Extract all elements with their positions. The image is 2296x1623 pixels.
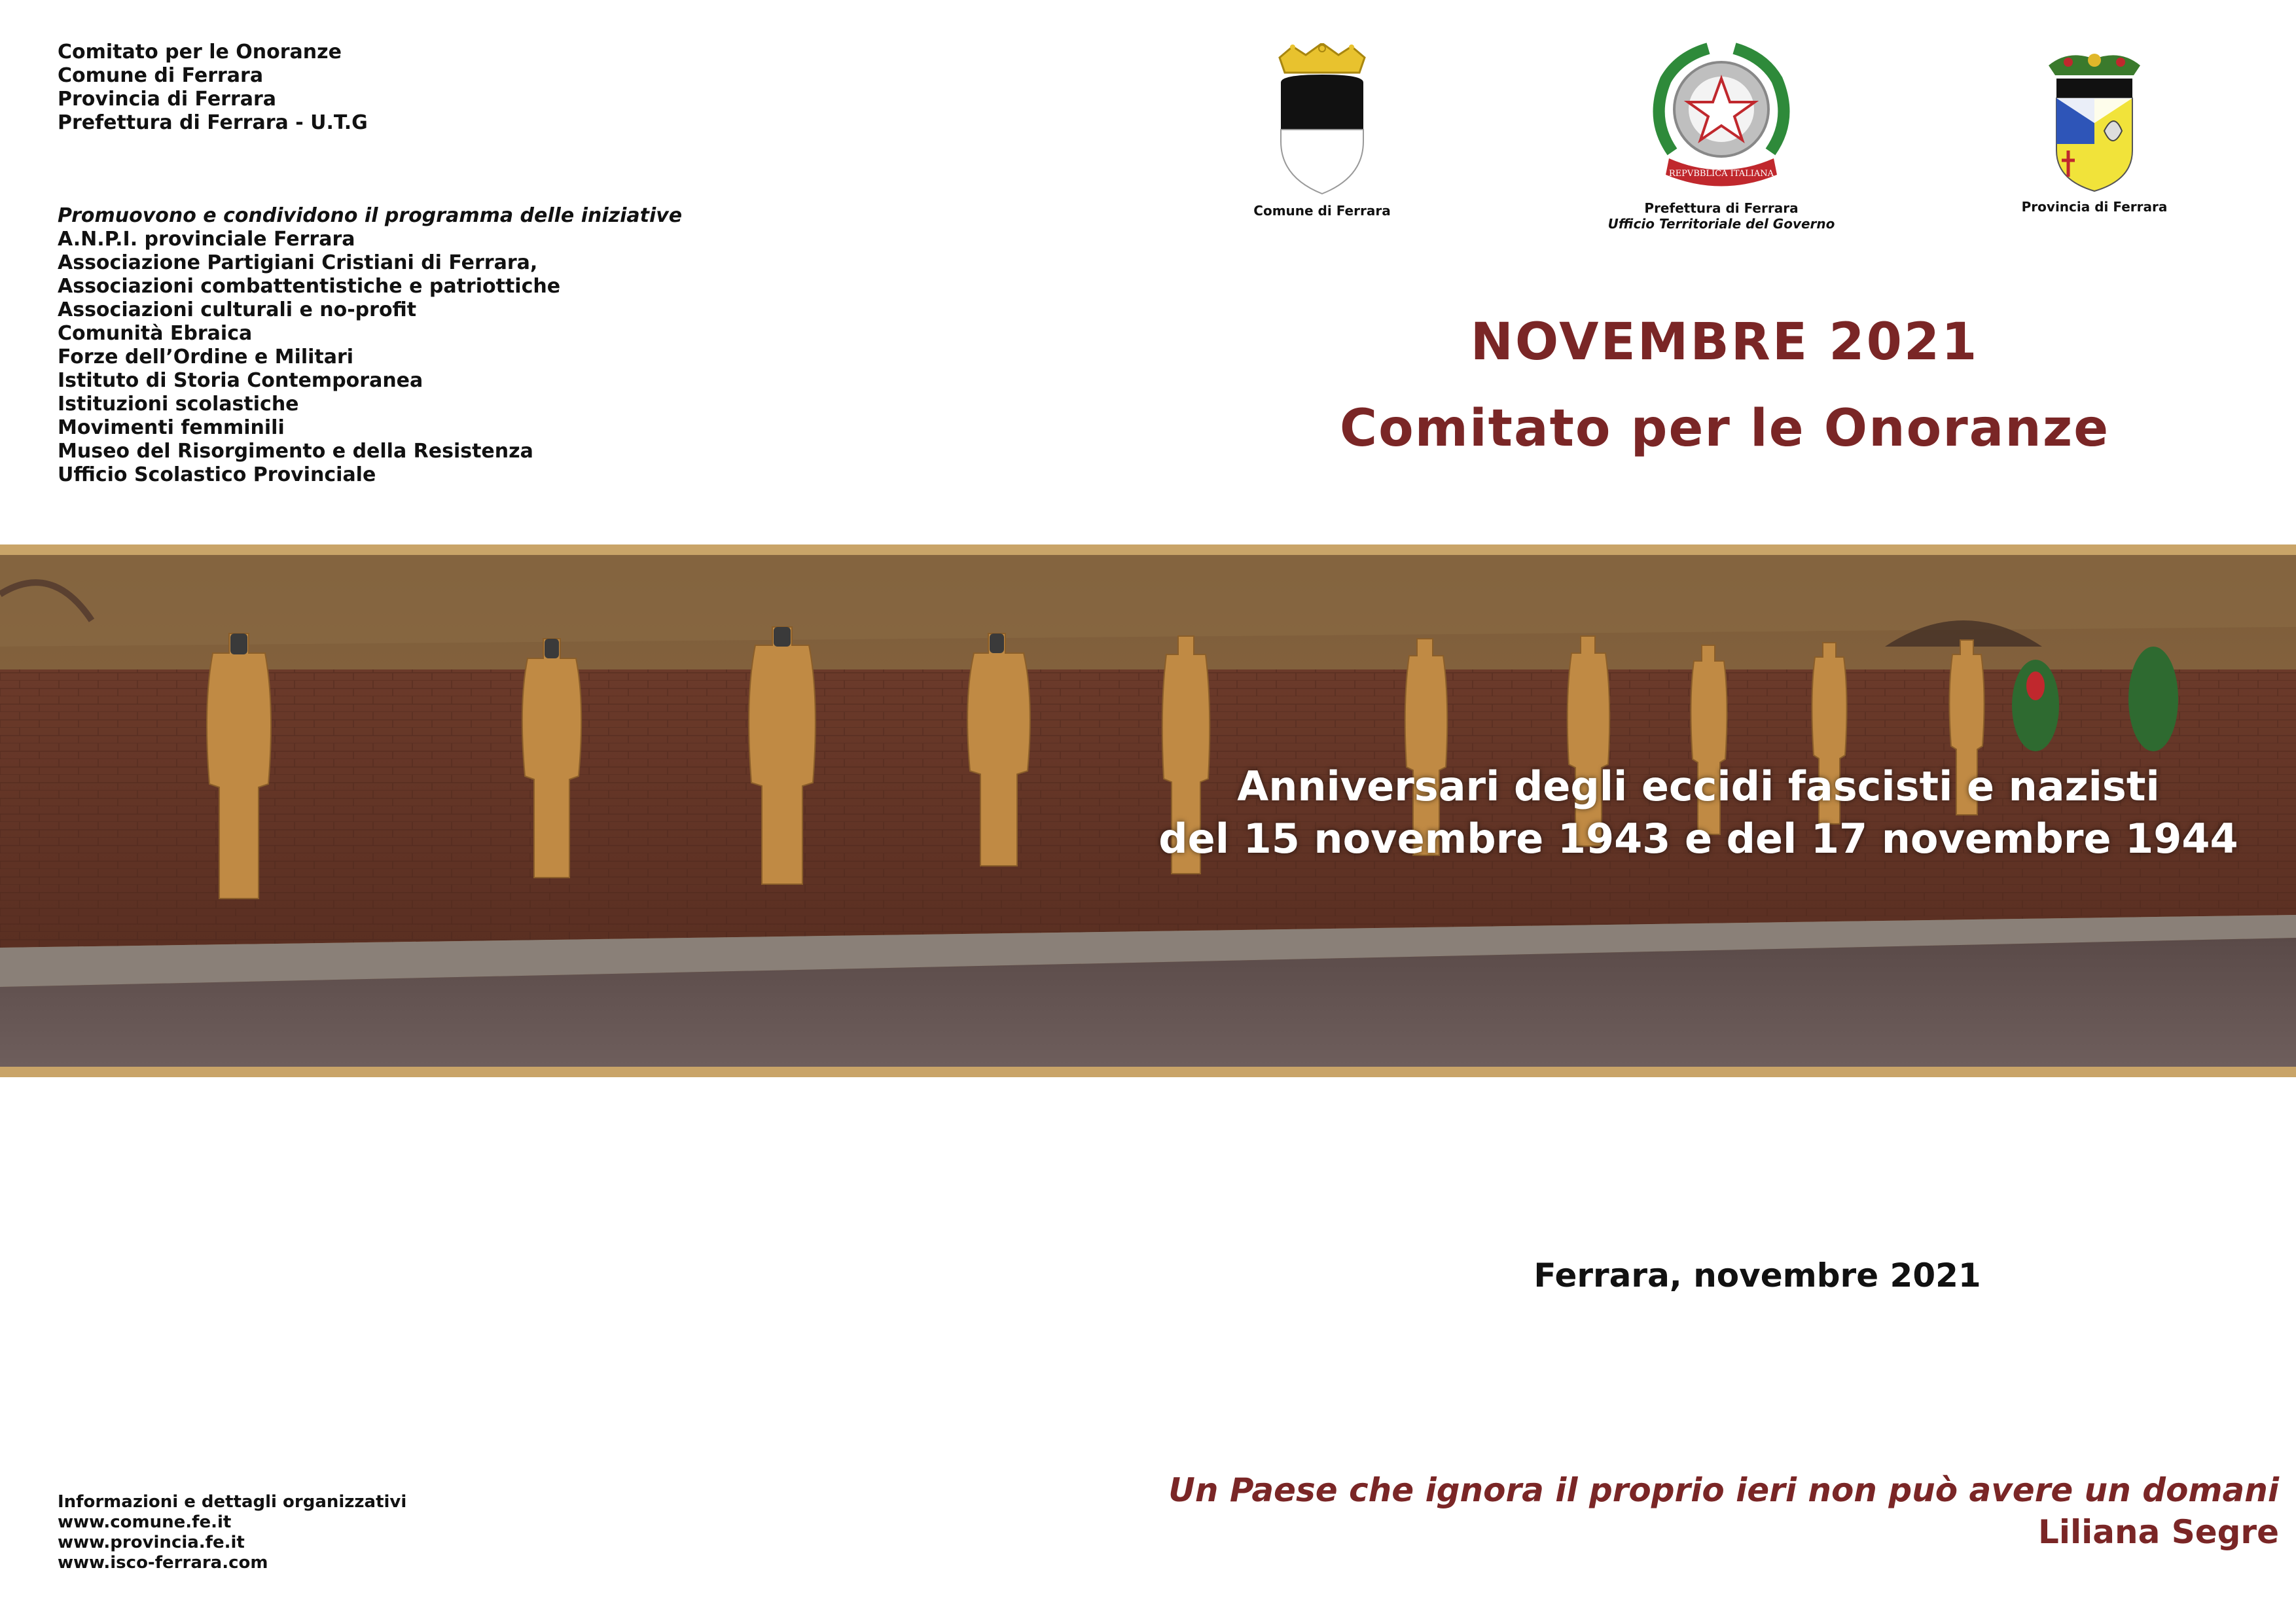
organizer-line: Provincia di Ferrara [58, 88, 277, 111]
provincia-coat-of-arms-icon [2042, 46, 2147, 196]
anniversary-line-1: Anniversari degli eccidi fascisti e nazisti [1237, 762, 2160, 810]
prefettura-subcaption: Ufficio Territoriale del Governo [1607, 216, 1835, 232]
info-link-provincia: www.provincia.fe.it [58, 1533, 245, 1552]
promoter-item: Museo del Risorgimento e della Resistenza [58, 440, 533, 463]
prefettura-caption: Prefettura di Ferrara [1644, 200, 1799, 216]
promoter-item: Associazioni culturali e no-profit [58, 298, 417, 321]
place-date: Ferrara, novembre 2021 [1534, 1257, 1981, 1294]
prefettura-logo [1597, 41, 1846, 232]
info-link-comune: www.comune.fe.it [58, 1512, 232, 1532]
promoters-title: Promuovono e condividono il programma delle iniziative [58, 204, 683, 227]
emblem-ribbon-text: REPVBBLICA ITALIANA [1668, 169, 1774, 179]
promoter-item: Associazioni combattentistiche e patriottiche [58, 275, 561, 298]
provincia-logo [2009, 46, 2179, 215]
info-link-isco: www.isco-ferrara.com [58, 1553, 268, 1573]
comune-logo [1237, 43, 1407, 219]
ferrara-shield-icon [1273, 43, 1371, 200]
band-top-border [0, 544, 2296, 555]
promoters-list [58, 204, 682, 487]
quote-author: Liliana Segre [2037, 1513, 2279, 1551]
promoter-item: A.N.P.I. provinciale Ferrara [58, 228, 355, 251]
provincia-caption: Provincia di Ferrara [2021, 199, 2168, 215]
main-title-date: NOVEMBRE 2021 [1470, 313, 1979, 372]
promoter-item: Istituto di Storia Contemporanea [58, 369, 423, 392]
main-title-committee: Comitato per le Onoranze [1339, 399, 2110, 458]
organizer-line: Comune di Ferrara [58, 64, 264, 87]
anniversary-line-2: del 15 novembre 1943 e del 17 novembre 1944 [1158, 815, 2238, 863]
promoter-item: Forze dell’Ordine e Militari [58, 346, 354, 368]
promoter-item: Ufficio Scolastico Provinciale [58, 463, 376, 486]
info-block [58, 1492, 406, 1573]
organizer-line: Comitato per le Onoranze [58, 41, 342, 63]
organizer-line: Prefettura di Ferrara - U.T.G [58, 111, 368, 134]
organizers-list [58, 41, 368, 135]
band-bottom-border [0, 1067, 2296, 1077]
comune-caption: Comune di Ferrara [1253, 203, 1391, 219]
quote-text: Un Paese che ignora il proprio ieri non può avere un domani [1168, 1471, 2279, 1509]
italian-emblem-icon [1646, 41, 1797, 198]
promoter-item: Istituzioni scolastiche [58, 393, 299, 416]
promoter-item: Associazione Partigiani Cristiani di Ferrara, [58, 251, 538, 274]
quote-block [1168, 1469, 2279, 1553]
promoter-item: Comunità Ebraica [58, 322, 253, 345]
promoter-item: Movimenti femminili [58, 416, 285, 439]
info-title: Informazioni e dettagli organizzativi [58, 1492, 407, 1512]
